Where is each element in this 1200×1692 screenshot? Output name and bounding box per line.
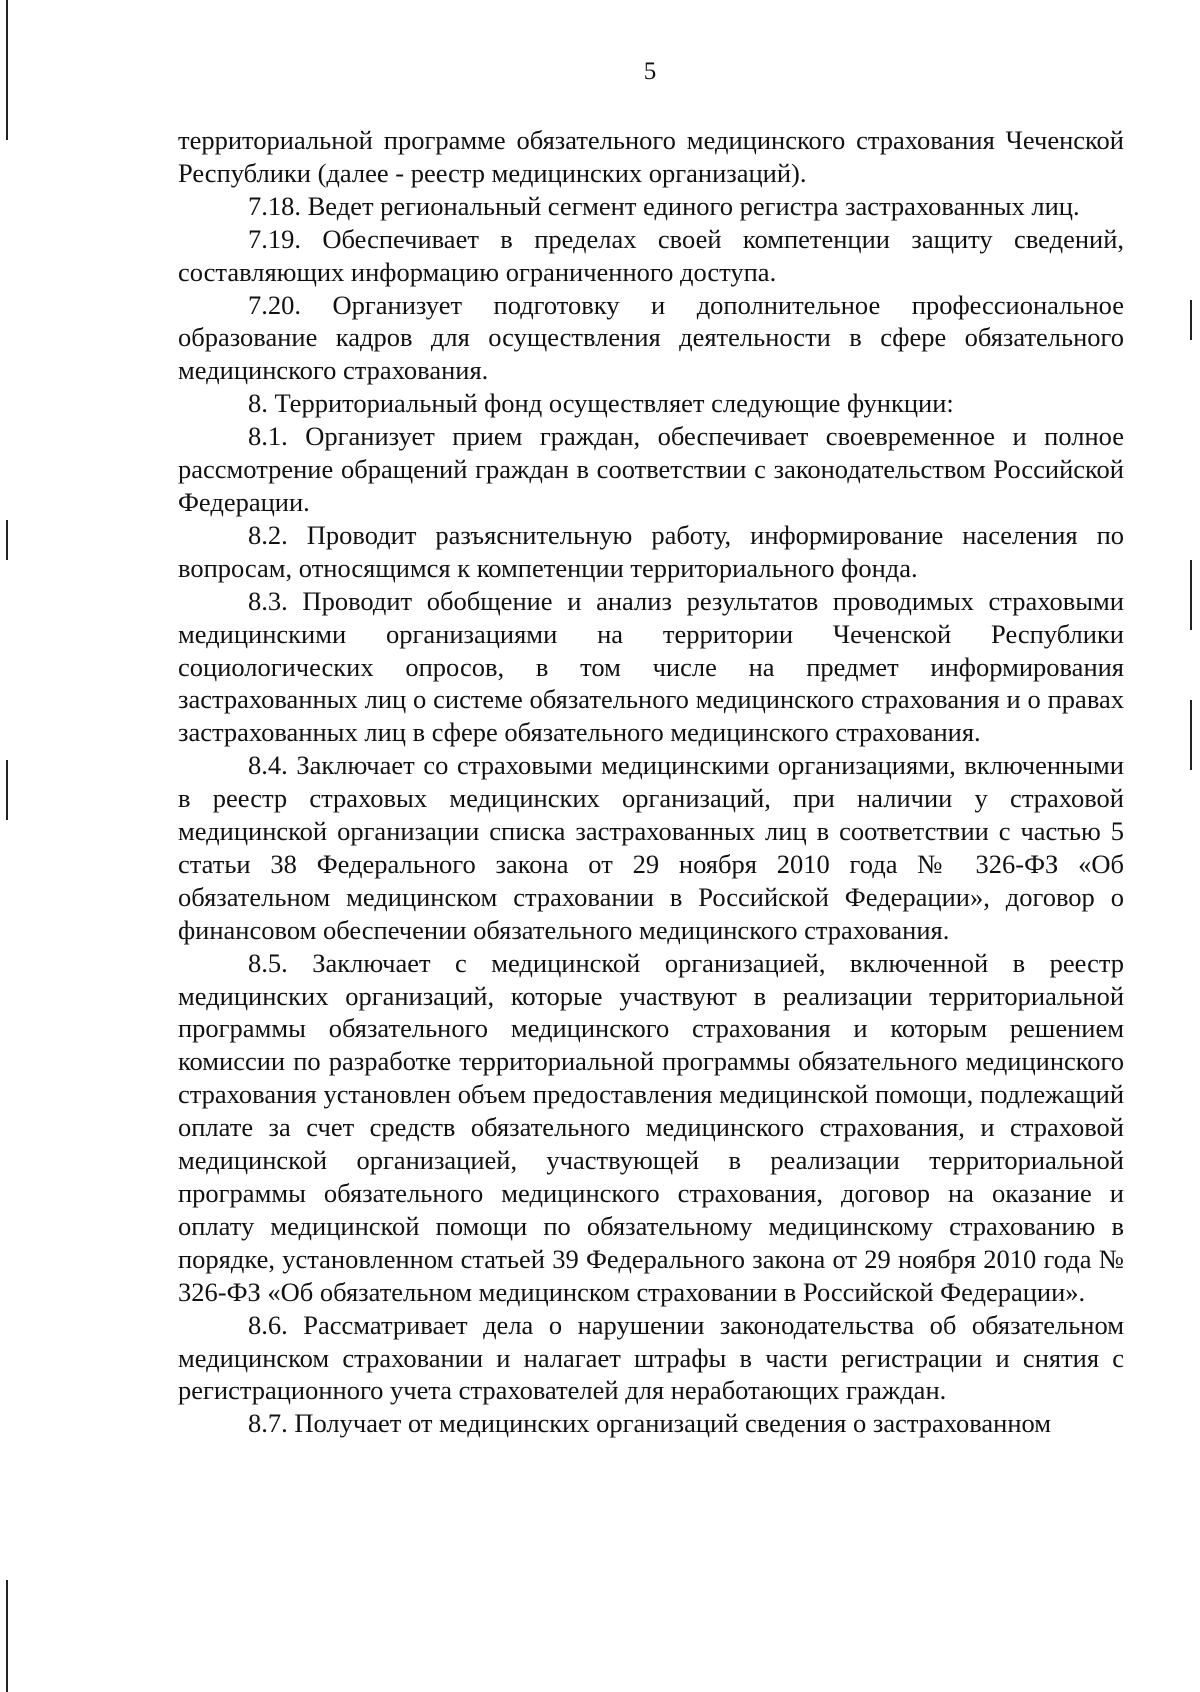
paragraph: 8.6. Рассматривает дела о нарушении законодательства об обязательном медицинском страховании и налагает штрафы в части регистрации и снятия с регистрационного учета страхователей для неработающих граждан. [178, 1309, 1124, 1406]
paragraph: 8.1. Организует прием граждан, обеспечивает своевременное и полное рассмотрение обращений граждан в соответствии с законодательством Российской Федерации. [178, 421, 1124, 517]
paragraph: 8.3. Проводит обобщение и анализ результатов проводимых страховыми медицинскими организациями на территории Чеченской Республики социологических опросов, в том числе на предмет информирования застрахованных лиц о системе обязательного медицинского страхования и о правах застрахованных лиц в сфере обязательного медицинского страхования. [178, 585, 1124, 748]
paragraph: 8.5. Заключает с медицинской организацией, включенной в реестр медицинских организаций, которые участвуют в реализации территориальной программы обязательного медицинского страхования и которым решением комиссии по разработке территориальной программы обязательного медицинского страхования установлен объем предоставления медицинской помощи, подлежащий оплате за счет средств обязательного медицинского страхования, и страховой медицинской организацией, участвующей в реализации территориальной программы обязательного медицинского страхования, договор на оказание и оплату медицинской помощи по обязательному медицинскому страхованию в порядке, установленном статьей 39 Федерального закона от 29 ноября 2010 года № 326-ФЗ «Об обязательном медицинском страховании в Российской Федерации». [178, 947, 1124, 1307]
paragraph: 8.7. Получает от медицинских организаций сведения о застрахованном [248, 1408, 1052, 1439]
paragraph: 8.4. Заключает со страховыми медицинскими организациями, включенными в реестр страховых медицинских организаций, при наличии у страховой медицинской организации списка застрахованных лиц в соответствии с частью 5 статьи 38 Федерального закона от 29 ноября 2010 года № 326-ФЗ «Об обязательном медицинском страховании в Российской Федерации», договор о финансовом обеспечении обязательного медицинского страхования. [178, 750, 1124, 945]
scan-edge-right-3 [1190, 700, 1192, 770]
paragraph: 8. Территориальный фонд осуществляет следующие функции: [248, 388, 954, 419]
scan-edge-right-2 [1190, 560, 1192, 630]
paragraph: 8.2. Проводит разъяснительную работу, информирование населения по вопросам, относящимся к компетенции территориального фонда. [178, 519, 1124, 583]
scan-edge-left-mid2 [6, 760, 8, 820]
scan-edge-right-1 [1190, 300, 1192, 340]
document-body [178, 124, 1124, 1440]
paragraph: 7.19. Обеспечивает в пределах своей компетенции защиту сведений, составляющих информацию ограниченного доступа. [178, 223, 1124, 287]
paragraph: 7.20. Организует подготовку и дополнительное профессиональное образование кадров для осуществления деятельности в сфере обязательного медицинского страхования. [178, 289, 1124, 386]
paragraph: 7.18. Ведет региональный сегмент единого регистра застрахованных лиц. [248, 190, 1080, 221]
paragraph: территориальной программе обязательного медицинского страхования Чеченской Республики (далее - реестр медицинских организаций). [178, 125, 1124, 188]
scan-edge-left-mid [6, 520, 8, 560]
page-number: 5 [643, 58, 657, 85]
scan-edge-left-bottom [6, 1580, 8, 1692]
